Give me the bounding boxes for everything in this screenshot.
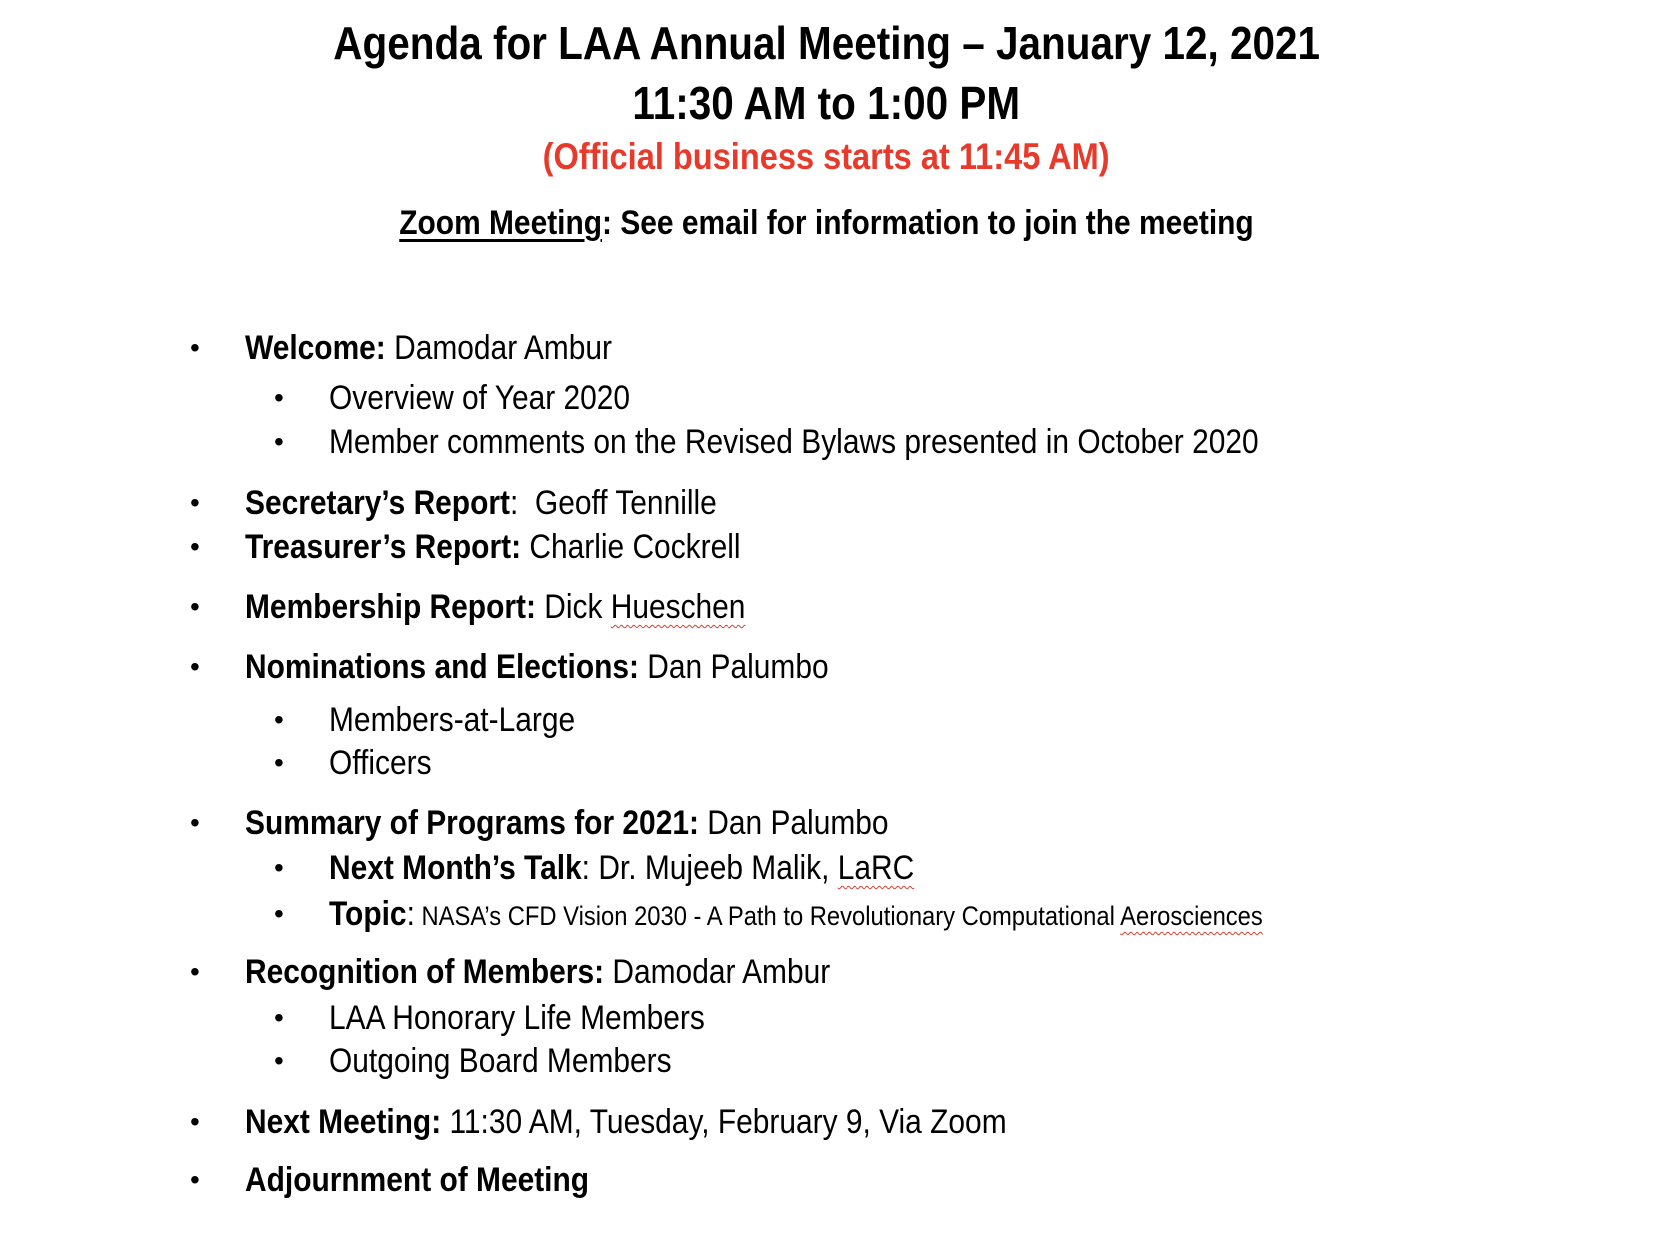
official-start-note — [0, 136, 1653, 178]
bullet-icon: • — [190, 487, 200, 518]
item-presenter: Dick — [535, 588, 611, 626]
subitem-value: Dr. Mujeeb Malik, — [590, 849, 838, 887]
bullet-icon: • — [274, 382, 284, 413]
item-colon: : — [509, 484, 519, 522]
meeting-time-text: 11:30 AM to 1:00 PM — [632, 77, 1021, 129]
item-label: Nominations and Elections: — [245, 648, 639, 686]
bullet-icon: • — [274, 898, 284, 929]
bullet-icon: • — [274, 852, 284, 883]
item-label: Secretary’s Report — [245, 484, 510, 522]
spellcheck-flagged-word[interactable]: Aerosciences — [1120, 901, 1263, 931]
bullet-icon: • — [274, 426, 284, 457]
item-value: 11:30 AM, Tuesday, February 9, Via Zoom — [441, 1103, 1007, 1141]
bullet-icon: • — [274, 1002, 284, 1033]
spellcheck-flagged-word[interactable]: LaRC — [837, 849, 915, 887]
item-presenter: Charlie Cockrell — [521, 528, 741, 566]
subitem-colon: : — [406, 895, 415, 933]
subitem-colon: : — [581, 849, 591, 887]
bullet-icon: • — [190, 1164, 200, 1195]
bullet-icon: • — [274, 704, 284, 735]
item-label: Treasurer’s Report: — [245, 528, 522, 566]
official-start-text: (Official business starts at 11:45 AM) — [543, 136, 1110, 177]
spellcheck-flagged-word[interactable]: Hueschen — [610, 588, 746, 626]
subitem-text: Members-at-Large — [329, 701, 576, 739]
bullet-icon: • — [190, 651, 200, 682]
subitem-label: Next Month’s Talk — [329, 849, 582, 887]
item-presenter: Dan Palumbo — [638, 648, 829, 686]
zoom-meeting-text: See email for information to join the meeting — [612, 204, 1254, 242]
subitem-text: Officers — [329, 744, 432, 782]
item-label: Welcome: — [245, 329, 386, 367]
bullet-icon: • — [190, 1106, 200, 1137]
item-presenter: Geoff Tennille — [518, 484, 717, 522]
subitem-text: Overview of Year 2020 — [329, 379, 631, 417]
bullet-icon: • — [274, 747, 284, 778]
subitem-value: NASA’s CFD Vision 2030 - A Path to Revolutionary Computational — [414, 901, 1121, 931]
zoom-meeting-label: Zoom Meeting — [399, 204, 603, 242]
item-label: Recognition of Members: — [245, 953, 605, 991]
bullet-icon: • — [190, 531, 200, 562]
item-presenter: Dan Palumbo — [698, 804, 889, 842]
zoom-meeting-colon: : — [602, 204, 613, 242]
item-label: Membership Report: — [245, 588, 536, 626]
bullet-icon: • — [190, 591, 200, 622]
bullet-icon: • — [190, 807, 200, 838]
item-presenter: Damodar Ambur — [385, 329, 612, 367]
bullet-icon: • — [190, 332, 200, 363]
bullet-icon: • — [190, 956, 200, 987]
item-label: Next Meeting: — [245, 1103, 442, 1141]
subitem-text: LAA Honorary Life Members — [329, 999, 705, 1037]
meeting-time — [0, 76, 1653, 130]
agenda-title-text: Agenda for LAA Annual Meeting – January 12, 2021 — [333, 17, 1320, 69]
agenda-title — [0, 16, 1653, 70]
item-presenter: Damodar Ambur — [604, 953, 831, 991]
item-label: Adjournment of Meeting — [245, 1161, 590, 1199]
bullet-icon: • — [274, 1045, 284, 1076]
subitem-text: Outgoing Board Members — [329, 1042, 672, 1080]
zoom-meeting-info — [0, 204, 1653, 243]
subitem-text: Member comments on the Revised Bylaws presented in October 2020 — [329, 423, 1259, 461]
item-label: Summary of Programs for 2021: — [245, 804, 699, 842]
subitem-label: Topic — [329, 895, 407, 933]
